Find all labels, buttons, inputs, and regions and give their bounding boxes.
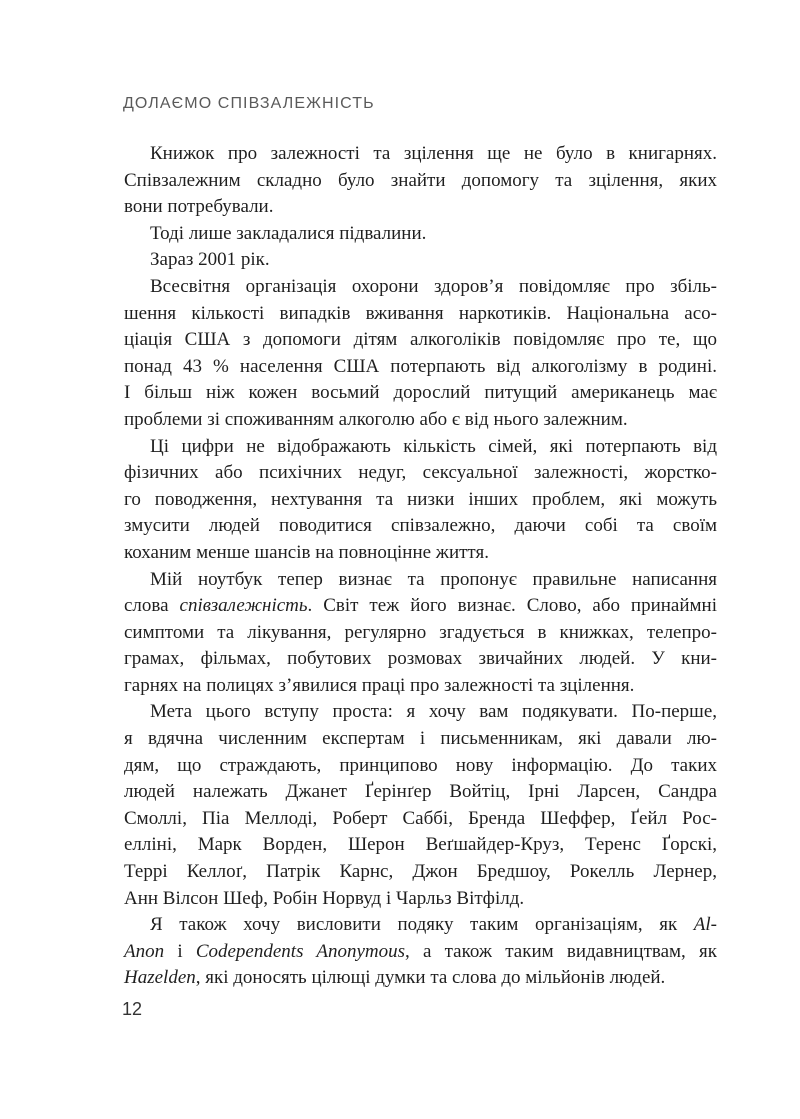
text-line	[124, 513, 717, 540]
paragraph	[124, 141, 717, 221]
text-line	[124, 354, 717, 381]
text: Всесвітня організація охорони здоров’я повідомляє про збіль-	[150, 275, 717, 297]
text-line	[124, 726, 717, 753]
text: Тоді лише закладалися підвалини.	[150, 222, 427, 244]
text: слова	[124, 595, 180, 617]
text: , які доносять цілющі думки та слова до мільйонів людей.	[195, 967, 666, 989]
text-line	[124, 274, 717, 301]
paragraph	[124, 699, 717, 912]
text: дям, що страждають, принципово нову інформацію. До таких	[124, 754, 717, 776]
text-line	[124, 168, 717, 195]
page-number: 12	[122, 999, 143, 1019]
text-line	[124, 141, 717, 168]
italic-text: Al-	[693, 914, 717, 936]
text: , а також таким видавництвам, як	[405, 940, 717, 962]
italic-text: співзалежність	[179, 595, 308, 617]
text-line	[124, 247, 717, 274]
text: я вдячна численним експертам і письменникам, які давали лю-	[124, 728, 717, 750]
text: вони потребували.	[124, 196, 274, 218]
italic-text: Anon	[124, 940, 165, 962]
text-line	[124, 806, 717, 833]
text-line	[124, 912, 717, 939]
text-line	[124, 593, 717, 620]
text-line	[124, 886, 717, 913]
text: Террі Келлоґ, Патрік Карнс, Джон Бредшоу, Рокелль Лернер,	[124, 861, 717, 883]
text: Мета цього вступу проста: я хочу вам подякувати. По-перше,	[150, 701, 717, 723]
text-line	[124, 832, 717, 859]
body-text	[124, 141, 717, 992]
text-line	[124, 407, 717, 434]
text: змусити людей поводитися співзалежно, даючи собі та своїм	[124, 515, 717, 537]
paragraph	[124, 434, 717, 567]
text: Книжок про залежності та зцілення ще не було в книгарнях.	[150, 143, 717, 164]
text: понад 43 % населення США потерпають від алкоголізму в родині.	[124, 355, 717, 377]
paragraph	[124, 247, 717, 274]
running-header: ДОЛАЄМО СПІВЗАЛЕЖНІСТЬ	[123, 95, 375, 112]
text: гарнях на полицях з’явилися праці про залежності та зцілення.	[124, 674, 635, 696]
text-line	[124, 380, 717, 407]
text: людей належать Джанет Ґерінґер Войтіц, Ірні Ларсен, Сандра	[124, 781, 717, 803]
text: Співзалежним складно було знайти допомогу та зцілення, яких	[124, 169, 717, 191]
text-line	[124, 434, 717, 461]
text-line	[124, 540, 717, 567]
italic-text: Hazelden	[124, 967, 196, 989]
text-line	[124, 487, 717, 514]
text: грамах, фільмах, побутових розмовах звичайних людей. У кни-	[124, 648, 717, 670]
text-line	[124, 753, 717, 780]
text-line	[124, 779, 717, 806]
text-line	[124, 939, 717, 966]
paragraph	[124, 567, 717, 700]
text-line	[124, 194, 717, 221]
text: коханим менше шансів на повноцінне життя.	[124, 541, 489, 563]
text: . Світ теж його визнає. Слово, або принаймні	[307, 595, 717, 617]
text: елліні, Марк Ворден, Шерон Веґшайдер-Круз, Теренс Ґорскі,	[124, 834, 717, 856]
text: Ці цифри не відображають кількість сімей, які потерпають від	[150, 435, 717, 457]
paragraph	[124, 221, 717, 248]
text-line	[124, 965, 717, 992]
text-line	[124, 301, 717, 328]
italic-text: Codependents Anonymous	[195, 940, 406, 962]
text-line	[124, 859, 717, 886]
paragraph	[124, 912, 717, 992]
text: ціація США з допомоги дітям алкоголіків повідомляє про те, що	[124, 329, 717, 351]
text-line	[124, 646, 717, 673]
text-line	[124, 221, 717, 248]
text: шення кількості випадків вживання наркотиків. Національна асо-	[124, 302, 717, 324]
text: Смоллі, Піа Меллоді, Роберт Саббі, Бренда Шеффер, Ґейл Рос-	[124, 807, 717, 829]
text: го поводження, нехтування та низки інших проблем, які можуть	[124, 488, 717, 510]
text: фізичних або психічних недуг, сексуальної залежності, жорстко-	[124, 462, 717, 484]
text: проблеми зі споживанням алкоголю або є від нього залежним.	[124, 408, 628, 430]
text-line	[124, 620, 717, 647]
text: і	[164, 940, 196, 962]
text-line	[124, 673, 717, 700]
text: І більш ніж кожен восьмий дорослий питущий американець має	[124, 382, 717, 404]
text-line	[124, 327, 717, 354]
paragraph	[124, 274, 717, 434]
text: Мій ноутбук тепер визнає та пропонує правильне написання	[150, 568, 717, 590]
text: Зараз 2001 рік.	[150, 249, 270, 271]
text: Я також хочу висловити подяку таким організаціям, як	[150, 914, 694, 936]
text: Анн Вілсон Шеф, Робін Норвуд і Чарльз Вітфілд.	[124, 887, 525, 909]
text-line	[124, 567, 717, 594]
text-line	[124, 460, 717, 487]
text-line	[124, 699, 717, 726]
text: симптоми та лікування, регулярно згадується в книжках, телепро-	[124, 621, 717, 643]
